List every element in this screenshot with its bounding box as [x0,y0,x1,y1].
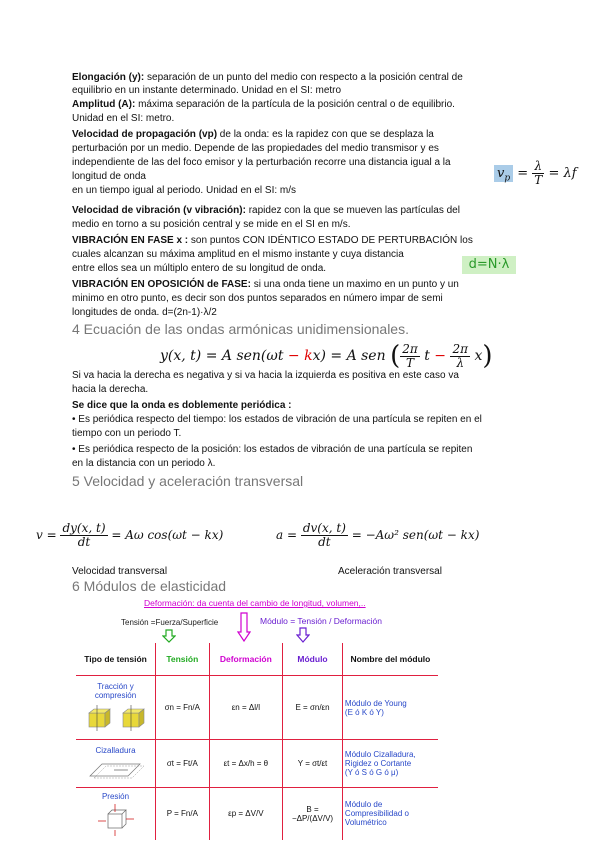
section-heading-6: 6 Módulos de elasticidad [72,578,227,594]
propagation-speed-formula: $v_p$ = $\frac{\lambda}{T}$ = λf [494,160,577,187]
text-line: equilibrio en un instante determinado. Unidad en el SI: metro [72,85,342,96]
header-tipo: Tipo de tensión [76,643,156,676]
table-row [76,788,438,840]
text-line: Unidad en el SI: metro. [72,113,175,124]
text-line: en la distancia con un periodo λ. [72,458,216,469]
text-line: tiempo con un periodo T. [72,428,182,439]
definition-elongacion: Elongación (y): separación de un punto del medio con respecto a la posición central de [72,72,463,83]
d-equals-n-lambda-formula: d=N·λ [462,256,516,274]
cell-tension: σn = Fn/A [156,676,210,740]
modulus-note: Módulo = Tensión / Deformación [260,616,382,626]
elasticity-modulus-table [76,643,438,840]
definition-velocidad-propagacion: Velocidad de propagación (vp) de la onda: es la rapidez con que se desplaza la [72,129,434,140]
text-line: longitud de onda [72,171,146,182]
cell-tension: σt = Ft/A [156,740,210,788]
table-row [76,676,438,740]
definition-oposicion-fase: VIBRACIÓN EN OPOSICIÓN de FASE: si una onda tiene un maximo en un punto y un [72,279,459,290]
cell-deformacion: εp = ΔV/V [209,788,283,840]
table-row [76,740,438,788]
pressure-cube-icon [96,804,136,836]
cell-tipo: Cizalladura [76,740,156,788]
doubly-periodic-title: Se dice que la onda es doblemente periódica : [72,400,292,411]
text-line: longitudes de onda. d=(2n-1)·λ/2 [72,307,217,318]
traction-cube-icon [85,703,147,733]
text-line: Si va hacia la derecha es negativa y si va hacia la izquierda es positiva en este caso va [72,370,459,381]
definition-amplitud: Amplitud (A): máxima separación de la partícula de la posición central o de equilibrio. [72,99,455,110]
header-modulo: Módulo [283,643,343,676]
cell-nombre: Módulo de Compresibilidad o Volumétrico [342,788,438,840]
cell-modulo: E = σn/εn [283,676,343,740]
cell-nombre: Módulo Cizalladura, Rigidez o Cortante (Y ó S ó G ó μ) [342,740,438,788]
text-line: medio en torno a su posición central y se mide en el SI en m/s. [72,219,351,230]
section-heading-4: 4 Ecuación de las ondas armónicas unidimensionales. [72,321,409,337]
text-line: minimo en otro punto, es decir son dos puntos separados en número impar de semi [72,293,443,304]
tension-note: Tensión =Fuerza/Superficie [121,618,219,627]
header-deformacion: Deformación [209,643,283,676]
text-line: independiente de las del foco emisor y la perturbación recorre una distancia igual a la [72,157,451,168]
table-header-row [76,643,438,676]
text-line: • Es periódica respecto del tiempo: los estados de vibración de una partícula se repiten en el [72,414,482,425]
cell-modulo: B = −ΔP/(ΔV/V) [283,788,343,840]
purple-down-arrow-icon [296,627,310,643]
acceleration-label: Aceleración transversal [338,566,442,577]
deformation-note: Deformación: da cuenta del cambio de longitud, volumen,.. [144,598,366,608]
text-line: perturbación por un medio. Depende de las propiedades del medio transmisor y es [72,143,439,154]
wave-equation: y(x, t) = A sen(ωt − kx) = A sen ( $\frac{2\pi}{T}$ t − $\frac{2\pi}{\lambda}$ x) [160,341,493,371]
shear-block-icon [84,758,148,782]
section-heading-5: 5 Velocidad y aceleración transversal [72,473,304,489]
header-tension: Tensión [156,643,210,676]
acceleration-formula: a = $\frac{dv(x, t)}{dt}$ = −Aω² sen(ωt − kx) [276,521,480,549]
velocity-formula: v = $\frac{dy(x, t)}{dt}$ = Aω cos(ωt − kx) [36,521,224,549]
cell-nombre: Módulo de Young (E ó K ó Y) [342,676,438,740]
text-line: entre ellos sea un múltiplo entero de su longitud de onda. [72,263,327,274]
definition-vibracion-fase: VIBRACIÓN EN FASE x : son puntos CON IDÉNTICO ESTADO DE PERTURBACIÓN los [72,235,473,246]
velocity-label: Velocidad transversal [72,566,168,577]
text-line: hacia la derecha. [72,384,149,395]
header-nombre: Nombre del módulo [342,643,438,676]
text-line: cuales alcanzan su máxima amplitud en el mismo instante y cuya distancia [72,249,404,260]
green-down-arrow-icon [162,629,176,643]
cell-deformacion: εn = Δl/l [209,676,283,740]
magenta-down-arrow-icon [237,612,251,642]
definition-velocidad-vibracion: Velocidad de vibración (v vibración): rapidez con la que se mueven las partículas del [72,205,460,216]
text-line: • Es periódica respecto de la posición: los estados de vibración de una partícula se repiten [72,444,473,455]
text-line: en un tiempo igual al periodo. Unidad en el SI: m/s [72,185,297,196]
cell-tipo: Presión [76,788,156,840]
cell-tension: P = Fn/A [156,788,210,840]
cell-tipo: Tracción y compresión [76,676,156,740]
cell-modulo: Y = σt/εt [283,740,343,788]
cell-deformacion: εt = Δx/h = θ [209,740,283,788]
